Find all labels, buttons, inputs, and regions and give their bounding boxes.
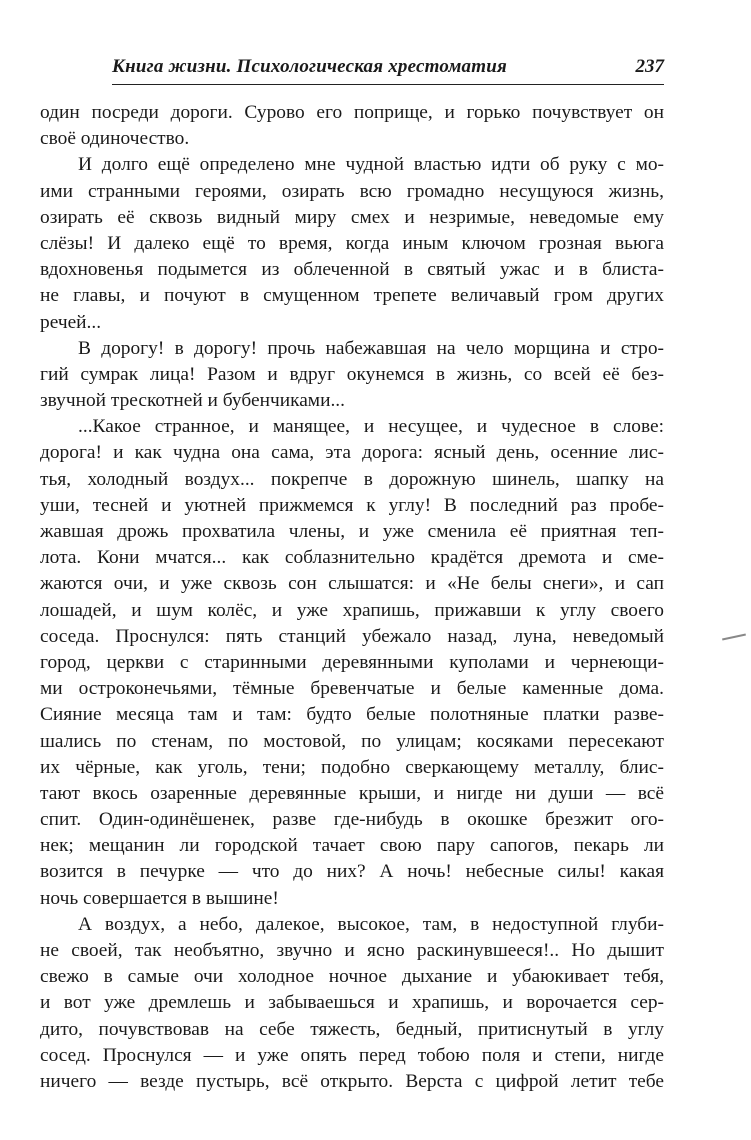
- text-line: один посреди дороги. Сурово его поприще, и горько почувствует он: [40, 102, 664, 123]
- text-line: свежо в самые очи холодное ночное дыхание и убаюкивает тебя,: [40, 966, 664, 988]
- text-line: нек; мещанин ли городской тачает свою пару сапогов, пекарь ли: [40, 835, 664, 857]
- text-line: жавшая дрожь прохватила члены, и уже сменила её приятная теп-: [40, 521, 664, 542]
- text-line: дито, почувствовав на себе тяжесть, бедный, притиснутый в углу: [40, 1018, 664, 1040]
- text-line: И долго ещё определено мне чудной властью идти об руку с мо-: [78, 154, 664, 176]
- text-line: лошадей, и шум колёс, и уже храпишь, прижавши к углу своего: [40, 599, 664, 621]
- page-number: 237: [635, 56, 664, 77]
- running-header: [112, 54, 664, 85]
- text-line: речей...: [40, 311, 102, 333]
- text-line: шались по стенам, по мостовой, по улицам; косяками пересекают: [40, 730, 664, 752]
- text-line: и вот уже дремлешь и забываешься и храпишь, и ворочается сер-: [40, 992, 664, 1014]
- text-line: тают вкось озаренные деревянные крыши, и нигде ни души — всё: [40, 782, 664, 804]
- text-line: уши, тесней и уютней прижмемся к углу! В последний раз пробе-: [40, 494, 664, 516]
- text-line: В дорогу! в дорогу! прочь набежавшая на чело морщина и стро-: [78, 337, 664, 359]
- text-line: лота. Кони мчатся... как соблазнительно крадётся дремота и сме-: [40, 547, 664, 569]
- text-line: тья, холодный воздух... покрепче в дорожную шинель, шапку на: [40, 468, 664, 490]
- text-line: Сияние месяца там и там: будто белые полотняные платки разве-: [40, 704, 664, 726]
- text-line: сосед. Проснулся — и уже опять перед тобою поля и степи, нигде: [40, 1044, 664, 1066]
- text-line: ми остроконечьями, тёмные бревенчатые и белые каменные дома.: [40, 678, 664, 700]
- text-line: их чёрные, как уголь, тени; подобно сверкающему металлу, блис-: [40, 756, 664, 778]
- text-line: спит. Один-одинёшенек, разве где-нибудь в окошке брезжит ого-: [40, 809, 664, 831]
- text-line: вдохновенья подымется из облеченной в святый ужас и в блиста-: [40, 259, 664, 281]
- text-line: не своей, так необъятно, звучно и ясно раскинувшееся!.. Но дышит: [40, 940, 664, 961]
- text-line: звучной трескотней и бубенчиками...: [40, 390, 345, 412]
- text-line: соседа. Проснулся: пять станций убежало назад, луна, неведомый: [40, 625, 664, 647]
- text-line: ...Какое странное, и манящее, и несущее, и чудесное в слове:: [78, 416, 664, 438]
- text-line: город, церкви с старинными деревянными куполами и чернеющи-: [40, 651, 664, 673]
- text-line: жаются очи, и уже сквозь сон слышатся: и «Не белы снеги», и сап: [40, 573, 664, 595]
- text-line: ночь совершается в вышине!: [40, 887, 279, 909]
- book-title: Книга жизни. Психологическая хрестоматия: [112, 56, 507, 77]
- text-line: своё одиночество.: [40, 128, 190, 150]
- text-line: озирать её сквозь видный миру смех и незримые, неведомые ему: [40, 206, 664, 228]
- text-line: возится в печурке — что до них? А ночь! небесные силы! какая: [40, 861, 664, 883]
- text-line: А воздух, а небо, далекое, высокое, там, в недоступной глуби-: [78, 913, 664, 935]
- text-line: дорога! и как чудна она сама, эта дорога: ясный день, осенние лис-: [40, 442, 664, 464]
- body-text: [40, 100, 664, 1095]
- text-line: не главы, и почуют в смущенном трепете величавый гром других: [40, 285, 664, 307]
- text-line: ничего — везде пустырь, всё открыто. Верста с цифрой летит тебе: [40, 1070, 664, 1092]
- scan-mark: [722, 634, 746, 641]
- text-line: слёзы! И далеко ещё то время, когда иным ключом грозная вьюга: [40, 232, 664, 254]
- text-line: гий сумрак лица! Разом и вдруг окунемся в жизнь, со всей её без-: [40, 363, 664, 385]
- text-line: ими странными героями, озирать всю громадно несущуюся жизнь,: [40, 180, 664, 202]
